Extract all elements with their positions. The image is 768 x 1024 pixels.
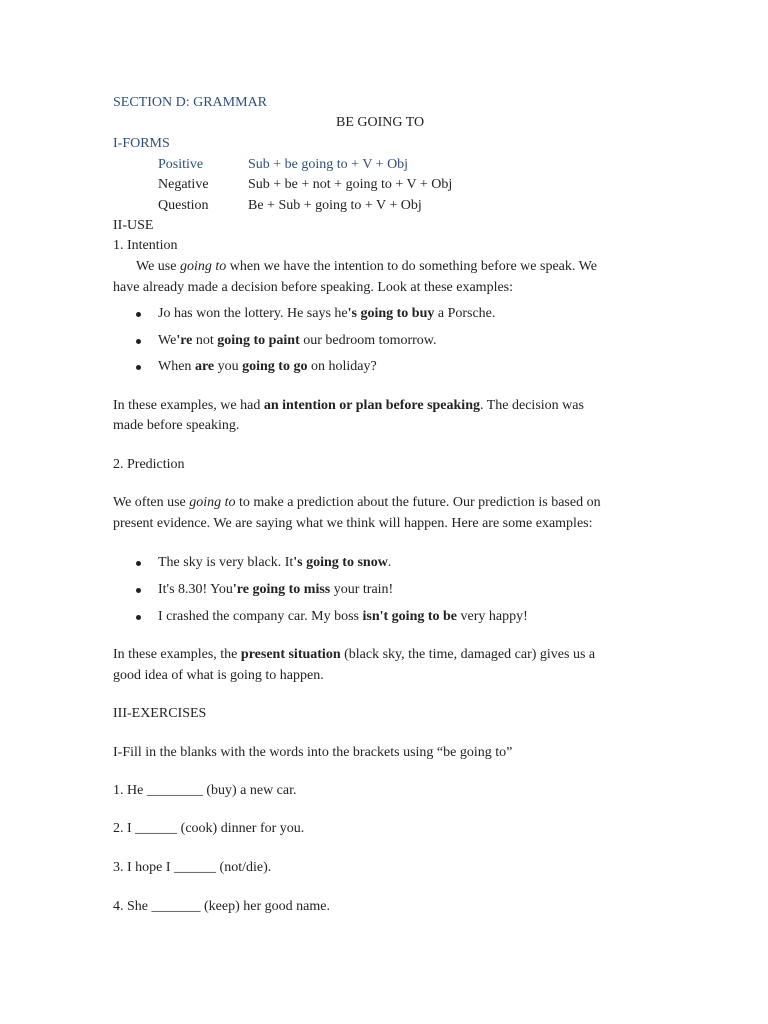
form-label-positive: Positive bbox=[158, 157, 204, 172]
bullet-icon bbox=[136, 339, 141, 344]
main-title: BE GOING TO bbox=[336, 115, 425, 130]
exercises-heading: III-EXERCISES bbox=[113, 706, 207, 721]
form-label-question: Question bbox=[158, 198, 209, 213]
intention-example-1: Jo has won the lottery. He says he's going to buy a Porsche. bbox=[158, 306, 496, 321]
exercise-item: 2. I ______ (cook) dinner for you. bbox=[113, 821, 305, 836]
forms-heading: I-FORMS bbox=[113, 136, 170, 151]
exercises-instruction: I-Fill in the blanks with the words into the brackets using “be going to” bbox=[113, 745, 513, 760]
intention-example-3: When are you going to go on holiday? bbox=[158, 359, 377, 374]
prediction-example-1: The sky is very black. It's going to snow. bbox=[158, 555, 392, 570]
prediction-intro-line-2: present evidence. We are saying what we think will happen. Here are some examples: bbox=[113, 516, 593, 531]
intention-summary-line-1: In these examples, we had an intention or plan before speaking. The decision was bbox=[113, 398, 584, 413]
exercise-item: 3. I hope I ______ (not/die). bbox=[113, 860, 272, 875]
prediction-example-3: I crashed the company car. My boss isn't going to be very happy! bbox=[158, 609, 528, 624]
form-label-negative: Negative bbox=[158, 177, 209, 192]
intention-summary-line-2: made before speaking. bbox=[113, 418, 240, 433]
form-formula-question: Be + Sub + going to + V + Obj bbox=[248, 198, 422, 213]
exercise-item: 4. She _______ (keep) her good name. bbox=[113, 899, 330, 914]
prediction-summary-line-2: good idea of what is going to happen. bbox=[113, 668, 324, 683]
intention-intro-line-1: We use going to when we have the intention to do something before we speak. We bbox=[136, 259, 597, 274]
intention-intro-line-2: have already made a decision before speaking. Look at these examples: bbox=[113, 280, 514, 295]
form-formula-positive: Sub + be going to + V + Obj bbox=[248, 157, 409, 172]
prediction-intro-line-1: We often use going to to make a prediction about the future. Our prediction is based on bbox=[113, 495, 601, 510]
intention-example-2: We're not going to paint our bedroom tomorrow. bbox=[158, 333, 437, 348]
bullet-icon bbox=[136, 312, 141, 317]
bullet-icon bbox=[136, 615, 141, 620]
form-formula-negative: Sub + be + not + going to + V + Obj bbox=[248, 177, 453, 192]
prediction-summary-line-1: In these examples, the present situation (black sky, the time, damaged car) gives us a bbox=[113, 647, 596, 662]
exercise-item: 1. He ________ (buy) a new car. bbox=[113, 783, 297, 798]
use-heading: II-USE bbox=[113, 218, 154, 233]
bullet-icon bbox=[136, 588, 141, 593]
bullet-icon bbox=[136, 561, 141, 566]
bullet-icon bbox=[136, 365, 141, 370]
section-title: SECTION D: GRAMMAR bbox=[113, 95, 268, 110]
prediction-example-2: It's 8.30! You're going to miss your train! bbox=[158, 582, 394, 597]
intention-heading: 1. Intention bbox=[113, 238, 178, 253]
prediction-heading: 2. Prediction bbox=[113, 457, 185, 472]
